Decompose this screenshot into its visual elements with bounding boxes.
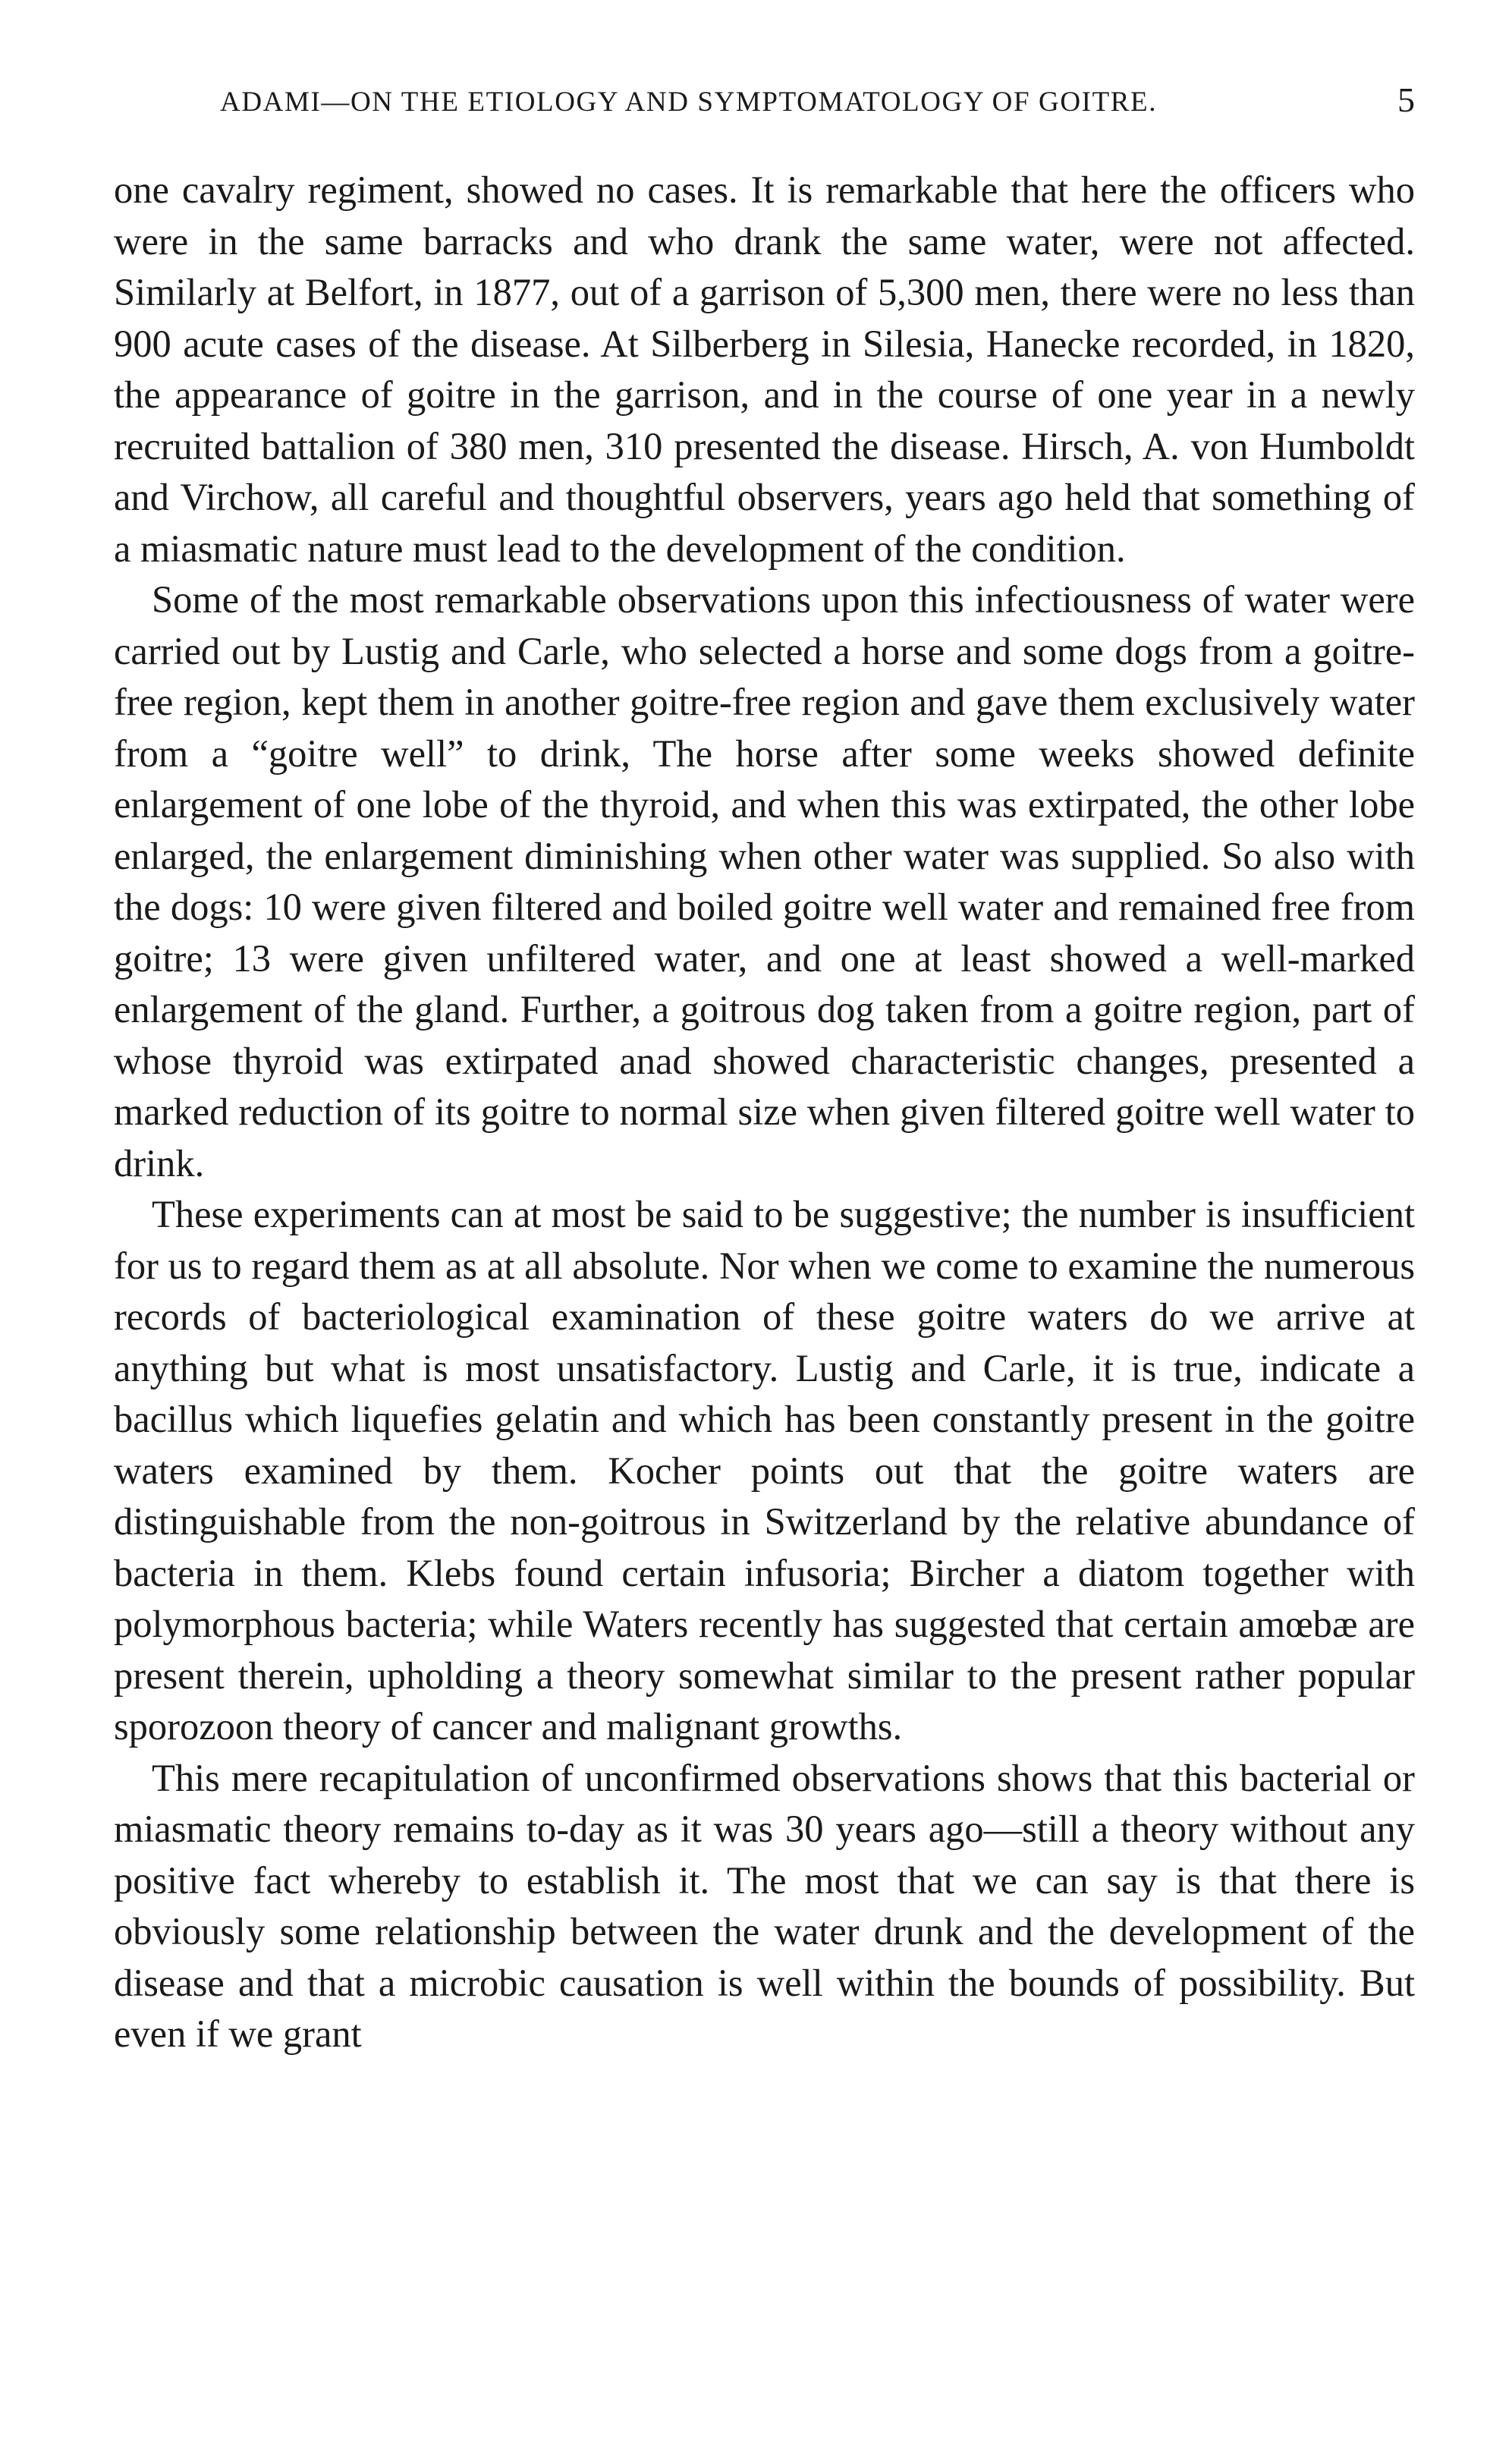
- book-page: [114, 72, 1415, 2060]
- running-header: [114, 72, 1415, 140]
- paragraph: This mere recapitulation of unconfirmed observations shows that this bacterial or miasmatic theory remains to-day as it was 30 years ago—still a theory without any positive fact whereby to establish it. The most that we can say is that there is obviously some relationship between the water drunk and the development of the disease and that a microbic causation is well within the bounds of possibility. But even if we grant: [114, 1756, 1415, 2055]
- running-title: ADAMI—ON THE ETIOLOGY AND SYMPTOMATOLOGY OF GOITRE.: [220, 87, 1158, 118]
- paragraph: one cavalry regiment, showed no cases. It is remarkable that here the officers who were in the same barracks and who drank the same water, were not affected. Similarly at Belfort, in 1877, out of a garrison of 5,300 men, there were no less than 900 acute cases of the disease. At Silberberg in Silesia, Hanecke recorded, in 1820, the appearance of goitre in the garrison, and in the course of one year in a newly recruited battalion of 380 men, 310 presented the disease. Hirsch, A. von Humboldt and Virchow, all careful and thoughtful observers, years ago held that something of a miasmatic nature must lead to the development of the condition.: [114, 168, 1415, 570]
- paragraph: Some of the most remarkable observations upon this infectiousness of water were carried out by Lustig and Carle, who selected a horse and some dogs from a goitre-free region, kept them in another goitre-free region and gave them exclusively water from a “goitre well” to drink, The horse after some weeks showed definite enlargement of one lobe of the thyroid, and when this was extirpated, the other lobe enlarged, the enlargement diminishing when other water was supplied. So also with the dogs: 10 were given filtered and boiled goitre well water and remained free from goitre; 13 were given unfiltered water, and one at least showed a well-marked enlargement of the gland. Further, a goitrous dog taken from a goitre region, part of whose thyroid was extirpated anad showed characteristic changes, presented a marked reduction of its goitre to normal size when given filtered goitre well water to drink.: [114, 578, 1415, 1185]
- page-number: 5: [1397, 80, 1415, 119]
- body-text: [114, 165, 1415, 2060]
- paragraph: These experiments can at most be said to be suggestive; the number is insufficient for us to regard them as at all absolute. Nor when we come to examine the numerous records of bacteriological examination of these goitre waters do we arrive at anything but what is most unsatisfactory. Lustig and Carle, it is true, indicate a bacillus which liquefies gelatin and which has been constantly present in the goitre waters examined by them. Kocher points out that the goitre waters are distinguishable from the non-goitrous in Switzerland by the relative abundance of bacteria in them. Klebs found certain infusoria; Bircher a diatom together with polymorphous bacteria; while Waters recently has suggested that certain amœbæ are present therein, upholding a theory somewhat similar to the present rather popular sporozoon theory of cancer and malignant growths.: [114, 1193, 1415, 1748]
